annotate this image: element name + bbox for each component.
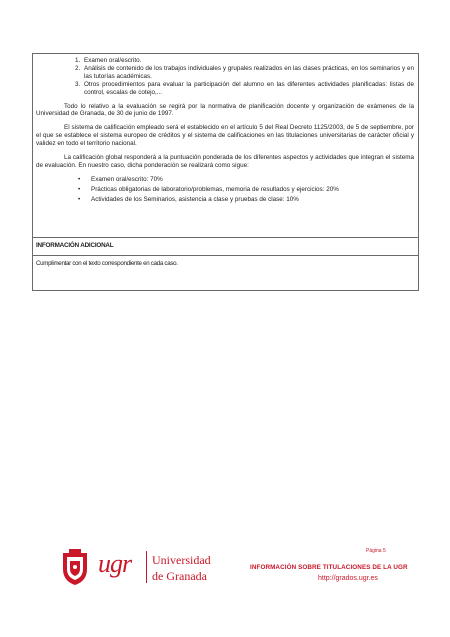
list-item: • Examen oral/escrito: 70% <box>91 176 414 184</box>
paragraph: La calificación global responderá a la puntuación ponderada de los diferentes aspectos y actividades que integran el sistema de evaluación. En nuestro caso, dicha ponderación se realizará como sigue: <box>36 154 414 169</box>
list-item: 1. Examen oral/escrito. <box>75 57 142 64</box>
section-text: Cumplimentar con el texto correspondiente en cada caso. <box>36 260 178 267</box>
list-item: • Prácticas obligatorias de laboratorio/problemas, memoria de resultados y ejercicios: 20% <box>91 186 414 194</box>
grading-weights-list <box>36 176 414 204</box>
logo-divider <box>146 551 147 583</box>
university-seal-icon <box>58 547 92 587</box>
list-item: 3. Otros procedimientos para evaluar la participación del alumno en las diferentes actividades planificadas: listas de control, escalas de cotejo,... <box>75 80 414 96</box>
paragraph: Todo lo relativo a la evaluación se regirá por la normativa de planificación docente y organización de exámenes de la Universidad de Granada, de 30 de junio de 1997. <box>36 102 414 118</box>
footer-info: INFORMACIÓN SOBRE TITULACIONES DE LA UGR <box>250 564 408 571</box>
list-item: 2. Análisis de contenido de los trabajos individuales y grupales realizados en las clases prácticas, en los seminarios y en las tutorías académicas. <box>75 64 414 80</box>
university-name-line1: Universidad <box>152 553 211 567</box>
section-divider <box>32 255 418 256</box>
footer-url[interactable]: http://grados.ugr.es <box>318 575 378 582</box>
evaluation-methods-list <box>36 57 414 97</box>
evaluation-content <box>36 57 414 206</box>
section-divider <box>32 237 418 238</box>
section-title: INFORMACIÓN ADICIONAL <box>36 242 114 249</box>
paragraph: El sistema de calificación empleado será el establecido en el artículo 5 del Real Decreto 1125/2003, de 5 de septiembre, por el que se establece el sistema europeo de créditos y el sistema de calificaciones en las titulaciones universitarias de carácter oficial y validez en todo el territorio nacional. <box>36 124 414 148</box>
university-name-line2: de Granada <box>152 569 207 583</box>
page-number: Página 5 <box>366 548 386 554</box>
page-footer <box>48 543 426 589</box>
list-item: • Actividades de los Seminarios, asistencia a clase y pruebas de clase: 10% <box>91 196 414 204</box>
ugr-logo-text: ugr <box>98 549 132 578</box>
